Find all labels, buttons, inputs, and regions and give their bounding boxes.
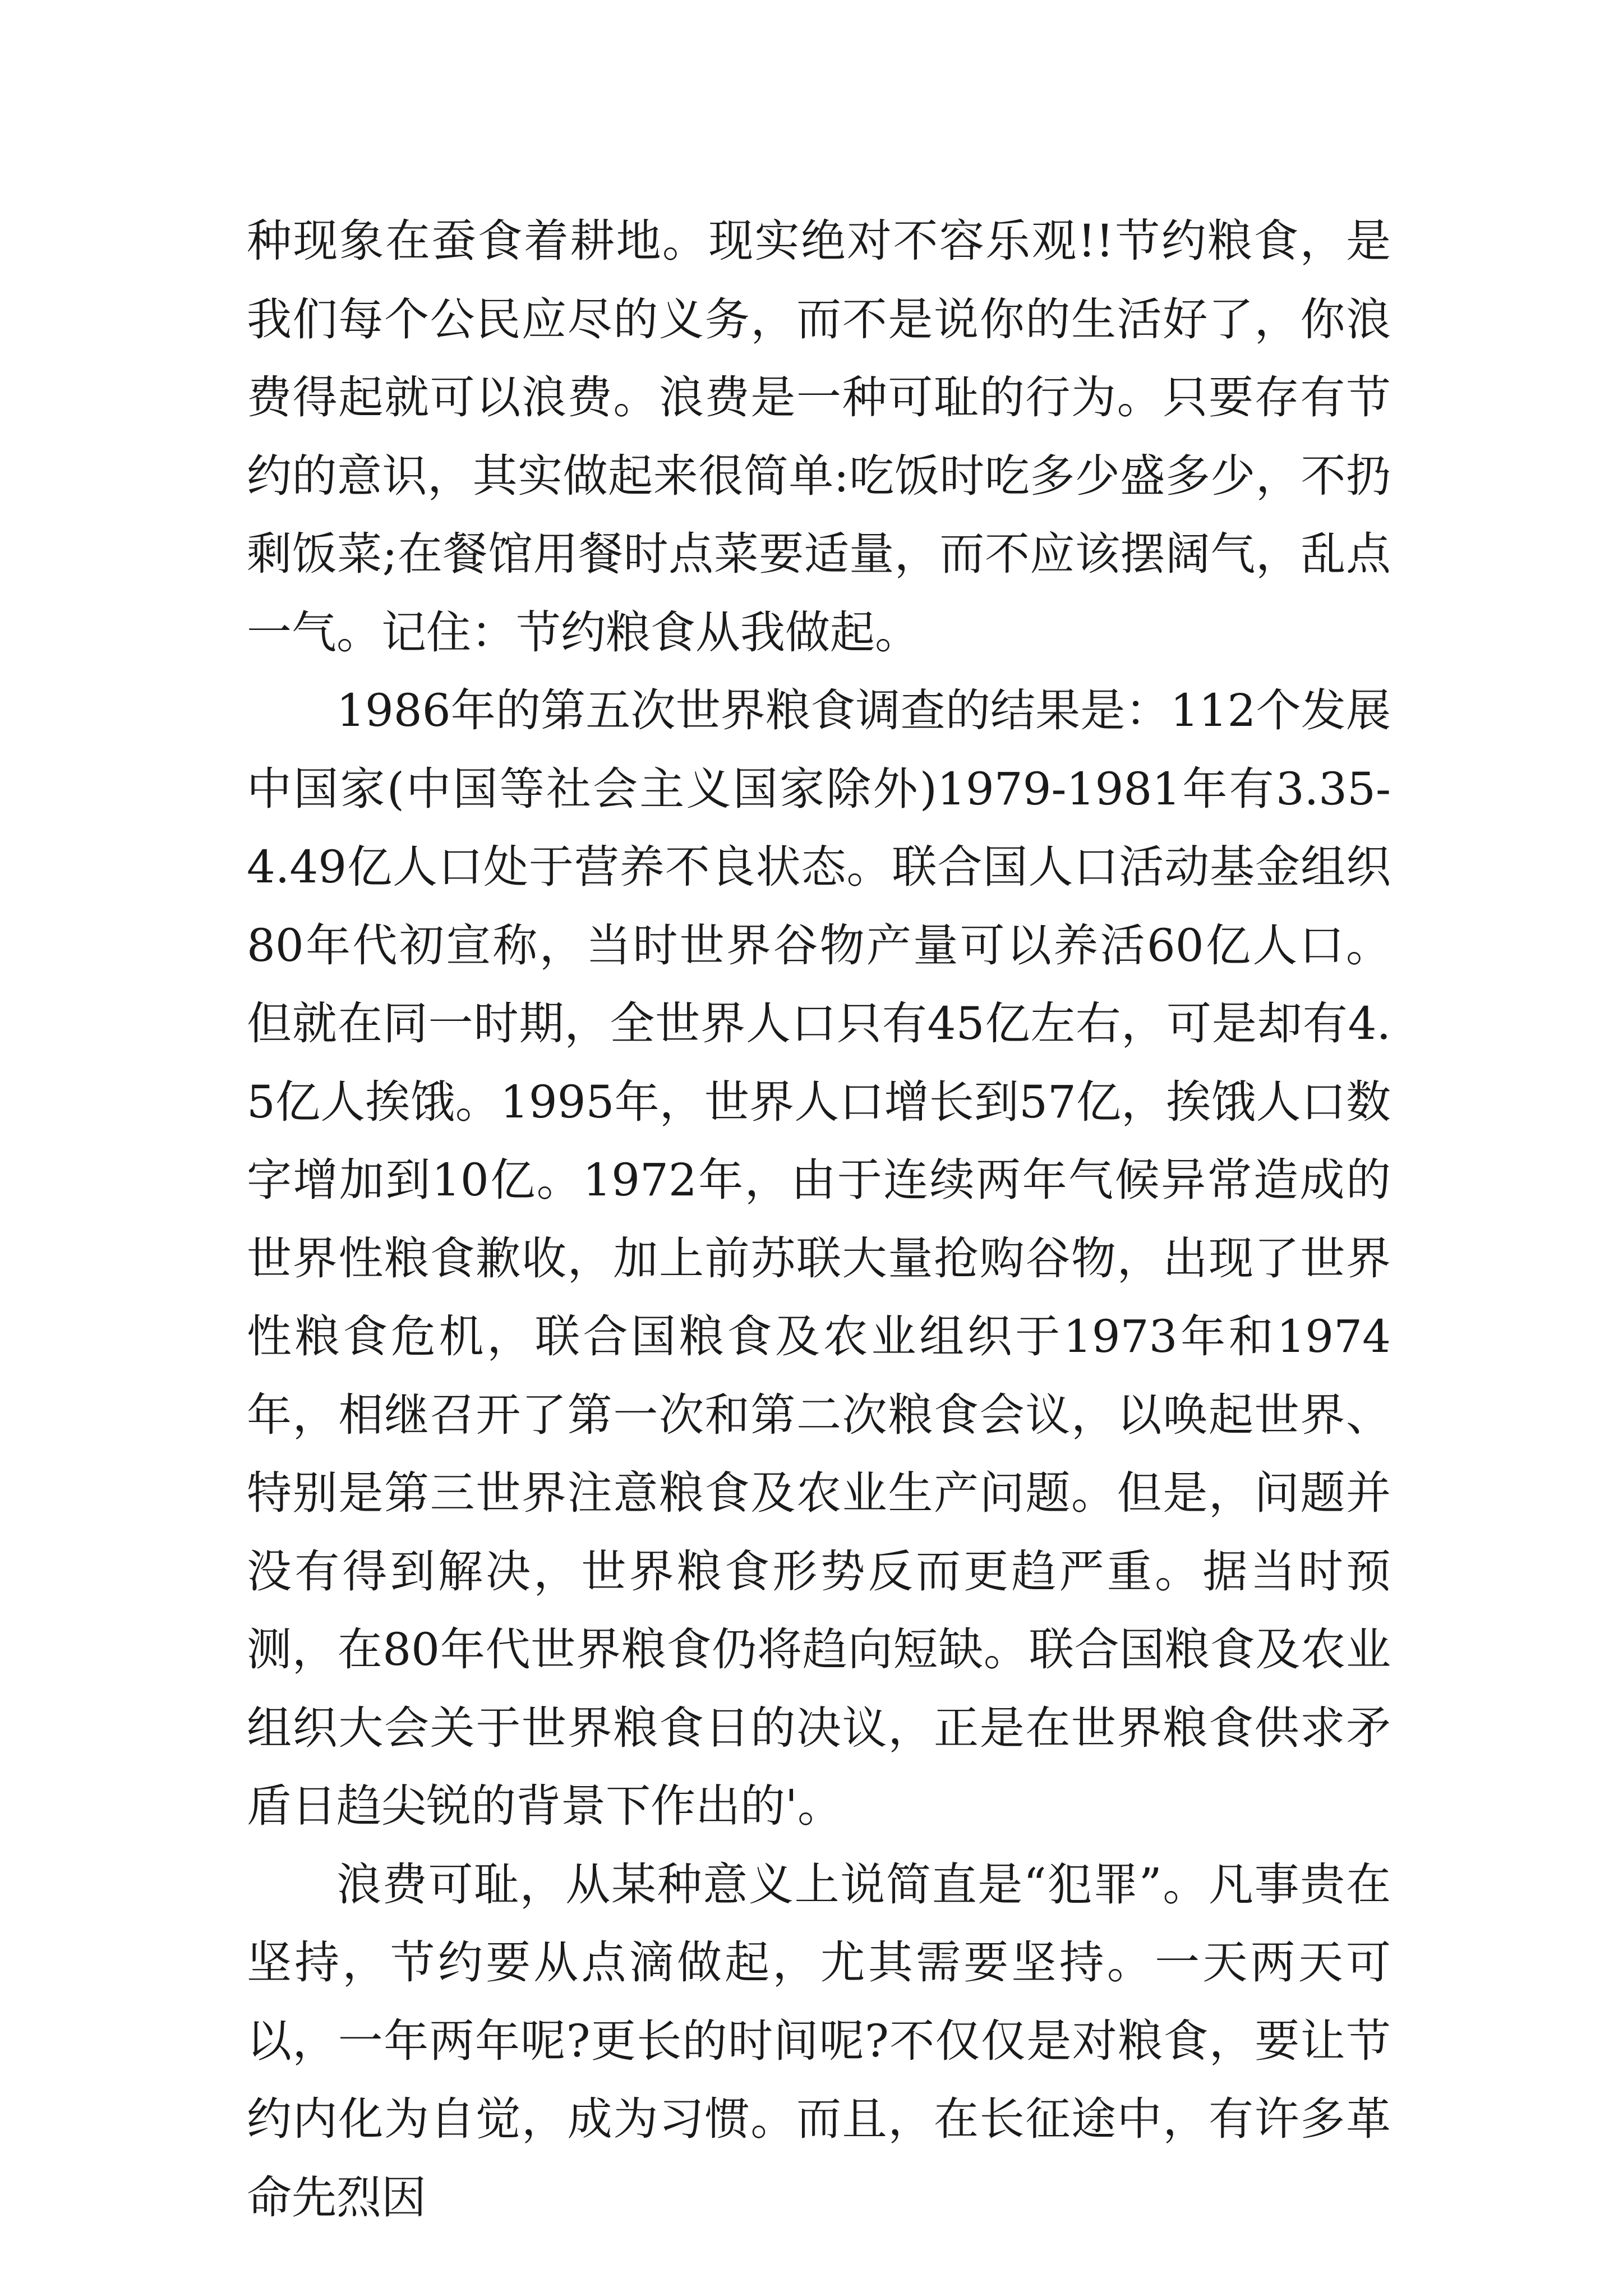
document-body (247, 202, 1391, 2237)
paragraph-3: 浪费可耻，从某种意义上说简直是“犯罪”。凡事贵在坚持，节约要从点滴做起，尤其需要坚持。一天两天可以，一年两年呢?更长的时间呢?不仅仅是对粮食，要让节约内化为自觉，成为习惯。而且，在长征途中，有许多革命先烈因 (247, 1858, 1391, 2224)
paragraph-2: 1986年的第五次世界粮食调查的结果是：112个发展中国家(中国等社会主义国家除外)1979-1981年有3.35-4.49亿人口处于营养不良状态。联合国人口活动基金组织80年代初宣称，当时世界谷物产量可以养活60亿人口。但就在同一时期，全世界人口只有45亿左右，可是却有4.5亿人挨饿。1995年，世界人口增长到57亿，挨饿人口数字增加到10亿。1972年，由于连续两年气候异常造成的世界性粮食歉收，加上前苏联大量抢购谷物，出现了世界性粮食危机，联合国粮食及农业组织于1973年和1974年，相继召开了第一次和第二次粮食会议，以唤起世界、特别是第三世界注意粮食及农业生产问题。但是，问题并没有得到解决，世界粮食形势反而更趋严重。据当时预测，在80年代世界粮食仍将趋向短缺。联合国粮食及农业组织大会关于世界粮食日的决议，正是在世界粮食供求矛盾日趋尖锐的背景下作出的'。 (247, 684, 1391, 1832)
paragraph-1: 种现象在蚕食着耕地。现实绝对不容乐观!!节约粮食，是我们每个公民应尽的义务，而不是说你的生活好了，你浪费得起就可以浪费。浪费是一种可耻的行为。只要存有节约的意识，其实做起来很简单:吃饭时吃多少盛多少，不扔剩饭菜;在餐馆用餐时点菜要适量，而不应该摆阔气，乱点一气。记住：节约粮食从我做起。 (247, 215, 1391, 659)
